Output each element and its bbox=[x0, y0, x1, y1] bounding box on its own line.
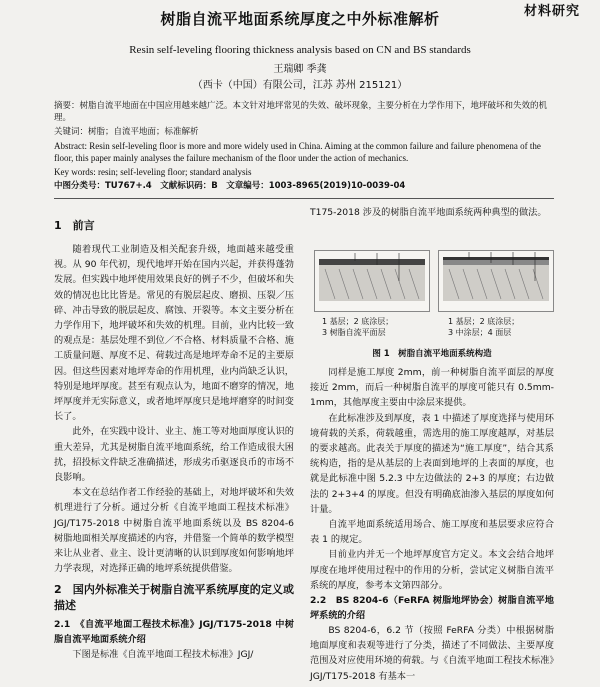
paragraph: T175-2018 涉及的树脂自流平地面系统两种典型的做法。 bbox=[310, 207, 547, 218]
figure-right-panel bbox=[438, 250, 554, 312]
top-coat-layer bbox=[443, 257, 549, 260]
paragraph: 同样是施工厚度 2mm，前一种树脂自流平面层的厚度接近 2mm，而后一种树脂自流平的厚度可能只有 0.5mm-1mm，其他厚度主要由中涂层来提供。 bbox=[310, 367, 554, 409]
right-column-body bbox=[310, 365, 554, 684]
affiliation: （西卡（中国）有限公司，江苏 苏州 215121） bbox=[192, 80, 408, 91]
keywords-cn: 关键词：树脂；自流平地面；标准解析 bbox=[54, 127, 199, 137]
coating-layer bbox=[319, 259, 425, 265]
english-title: Resin self-leveling flooring thickness analysis based on CN and BS standards bbox=[129, 44, 471, 56]
authors: 王瑞卿 季龚 bbox=[273, 64, 327, 75]
running-header-label: 材料研究 bbox=[523, 4, 580, 19]
divider bbox=[54, 198, 554, 199]
paragraph: 下图是标准《自流平地面工程技术标准》JGJ/ bbox=[72, 649, 254, 661]
figure-left-caption: 1 基层；2 底涂层； 3 树脂自流平面层 bbox=[322, 317, 394, 337]
paragraph: BS 8204-6，6.2 节（按照 FeRFA 分类）中根据树脂地面厚度和表观等进行了分类，描述了不同做法、主要厚度范围及对应使用环境的荷载。与《自流平地面工程技术标准》JGJ/T175-2018 有基本一 bbox=[310, 625, 554, 682]
floor-layers-diagram-right bbox=[439, 251, 553, 311]
section-1-heading: 1 前言 bbox=[54, 219, 95, 232]
abstract-cn: 摘要：树脂自流平地面在中国应用越来越广泛。本文针对地坪常见的失效、破坏现象，主要分析在力学作用下，地坪破坏和失效的机理。 bbox=[54, 101, 548, 123]
middle-coat-layer bbox=[443, 260, 549, 265]
paragraph: 在此标准涉及到厚度，表 1 中描述了厚度选择与使用环境荷载的关系，荷载越重，需选用的施工厚度越厚，对基层的要求越高。此表关于厚度的描述为“施工厚度”，结合其系统构造，指的是从基层的上表面到地坪的上表面的厚度，也就是此标准中图 5.2.3 中左边做法的 2+3 的厚度；右边做法的 2+3+4 的厚度。但没有明确底油渗入基层的厚度如何计量。 bbox=[310, 412, 554, 515]
paragraph: 随着现代工业制造及相关配套升级，地面越来越受重视。从 90 年代初，现代地坪开始在国内兴起，并获得蓬勃发展。但实践中地坪使用效果良好的例子不少，但破坏和失效的情况也比比皆是。常见的有脱层起皮、磨损、压裂／压碎、冲击导致的脱层起皮、腐蚀、开裂等。本文主要分析在力学作用下，地坪破坏和失效的机理。目前，业内比较一致的观点是：基层处理不到位／不合格、材料质量不合格、施工质量问题、厚度不足、荷载过高是地坪寿命不足的主要原因。但这些因素对地坪寿命的作用机理，业内尚缺乏认识，特别是地坪厚度。甚至有观点认为，地面不磨穿的情况，地坪厚度并无实际意义，或者地坪厚度只是地坪磨穿的时间变长了。 bbox=[54, 244, 294, 423]
figure-right-caption: 1 基层；2 底涂层； 3 中涂层；4 面层 bbox=[448, 317, 520, 337]
paragraph: 目前业内并无一个地坪厚度官方定义。本文会结合地坪厚度在地坪使用过程中的作用的分析，尝试定义树脂自流平系统的厚度，参考本文第四部分。 bbox=[310, 549, 554, 591]
left-column bbox=[54, 218, 294, 663]
subsection-2-1-heading: 2.1 《自流平地面工程技术标准》JGJ/T175-2018 中树脂自流平地面系统介绍 bbox=[54, 619, 294, 646]
floor-layers-diagram-left bbox=[315, 251, 429, 311]
paragraph: 本文在总结作者工作经验的基础上，对地坪破坏和失效机理进行了分析。通过分析《自流平地面工程技术标准》JGJ/T175-2018 中树脂自流平地面系统以及 BS 8204-6 树脂地面相关厚度描述的内容，并借鉴一个简单的数学模型来让从业者、业主、设计更清晰的认识到厚度如何影响地坪力学表现，对选择正确的地坪系统提供借鉴。 bbox=[54, 487, 294, 575]
subsection-2-2-heading: 2.2 BS 8204-6（FeRFA 树脂地坪协会）树脂自流平地坪系统的介绍 bbox=[310, 595, 554, 622]
substrate-layer bbox=[319, 265, 425, 301]
classification-info: 中图分类号：TU767+.4 文献标识码：B 文章编号：1003-8965(2019)10-0039-04 bbox=[54, 181, 406, 191]
keywords-en: Key words: resin; self-leveling floor; standard analysis bbox=[54, 167, 252, 177]
substrate-layer bbox=[443, 265, 549, 301]
figure-title: 图 1 树脂自流平地面系统构造 bbox=[372, 349, 492, 359]
paragraph: 此外，在实践中设计、业主、施工等对地面厚度认识的重大差异，尤其是树脂自流平地面系统，给工作造成很大困扰，招投标文件缺乏准确描述，形成劣币驱逐良币的市场不良影响。 bbox=[54, 426, 294, 484]
article-title: 树脂自流平地面系统厚度之中外标准解析 bbox=[160, 10, 440, 28]
abstract-en: Abstract: Resin self-leveling floor is more and more widely used in China. Aiming at the common failure and failure phenomena of the floor, this paper mainly analyses the failure mechanism of the floor under the action of mechanics. bbox=[54, 141, 541, 163]
section-2-heading: 2 国内外标准关于树脂自流平系统厚度的定义或描述 bbox=[54, 583, 294, 613]
figure-left-panel bbox=[314, 250, 430, 312]
paragraph: 自流平地面系统适用场合、施工厚度和基层要求应符合表 1 的规定。 bbox=[310, 519, 554, 546]
right-column-top bbox=[310, 205, 554, 220]
